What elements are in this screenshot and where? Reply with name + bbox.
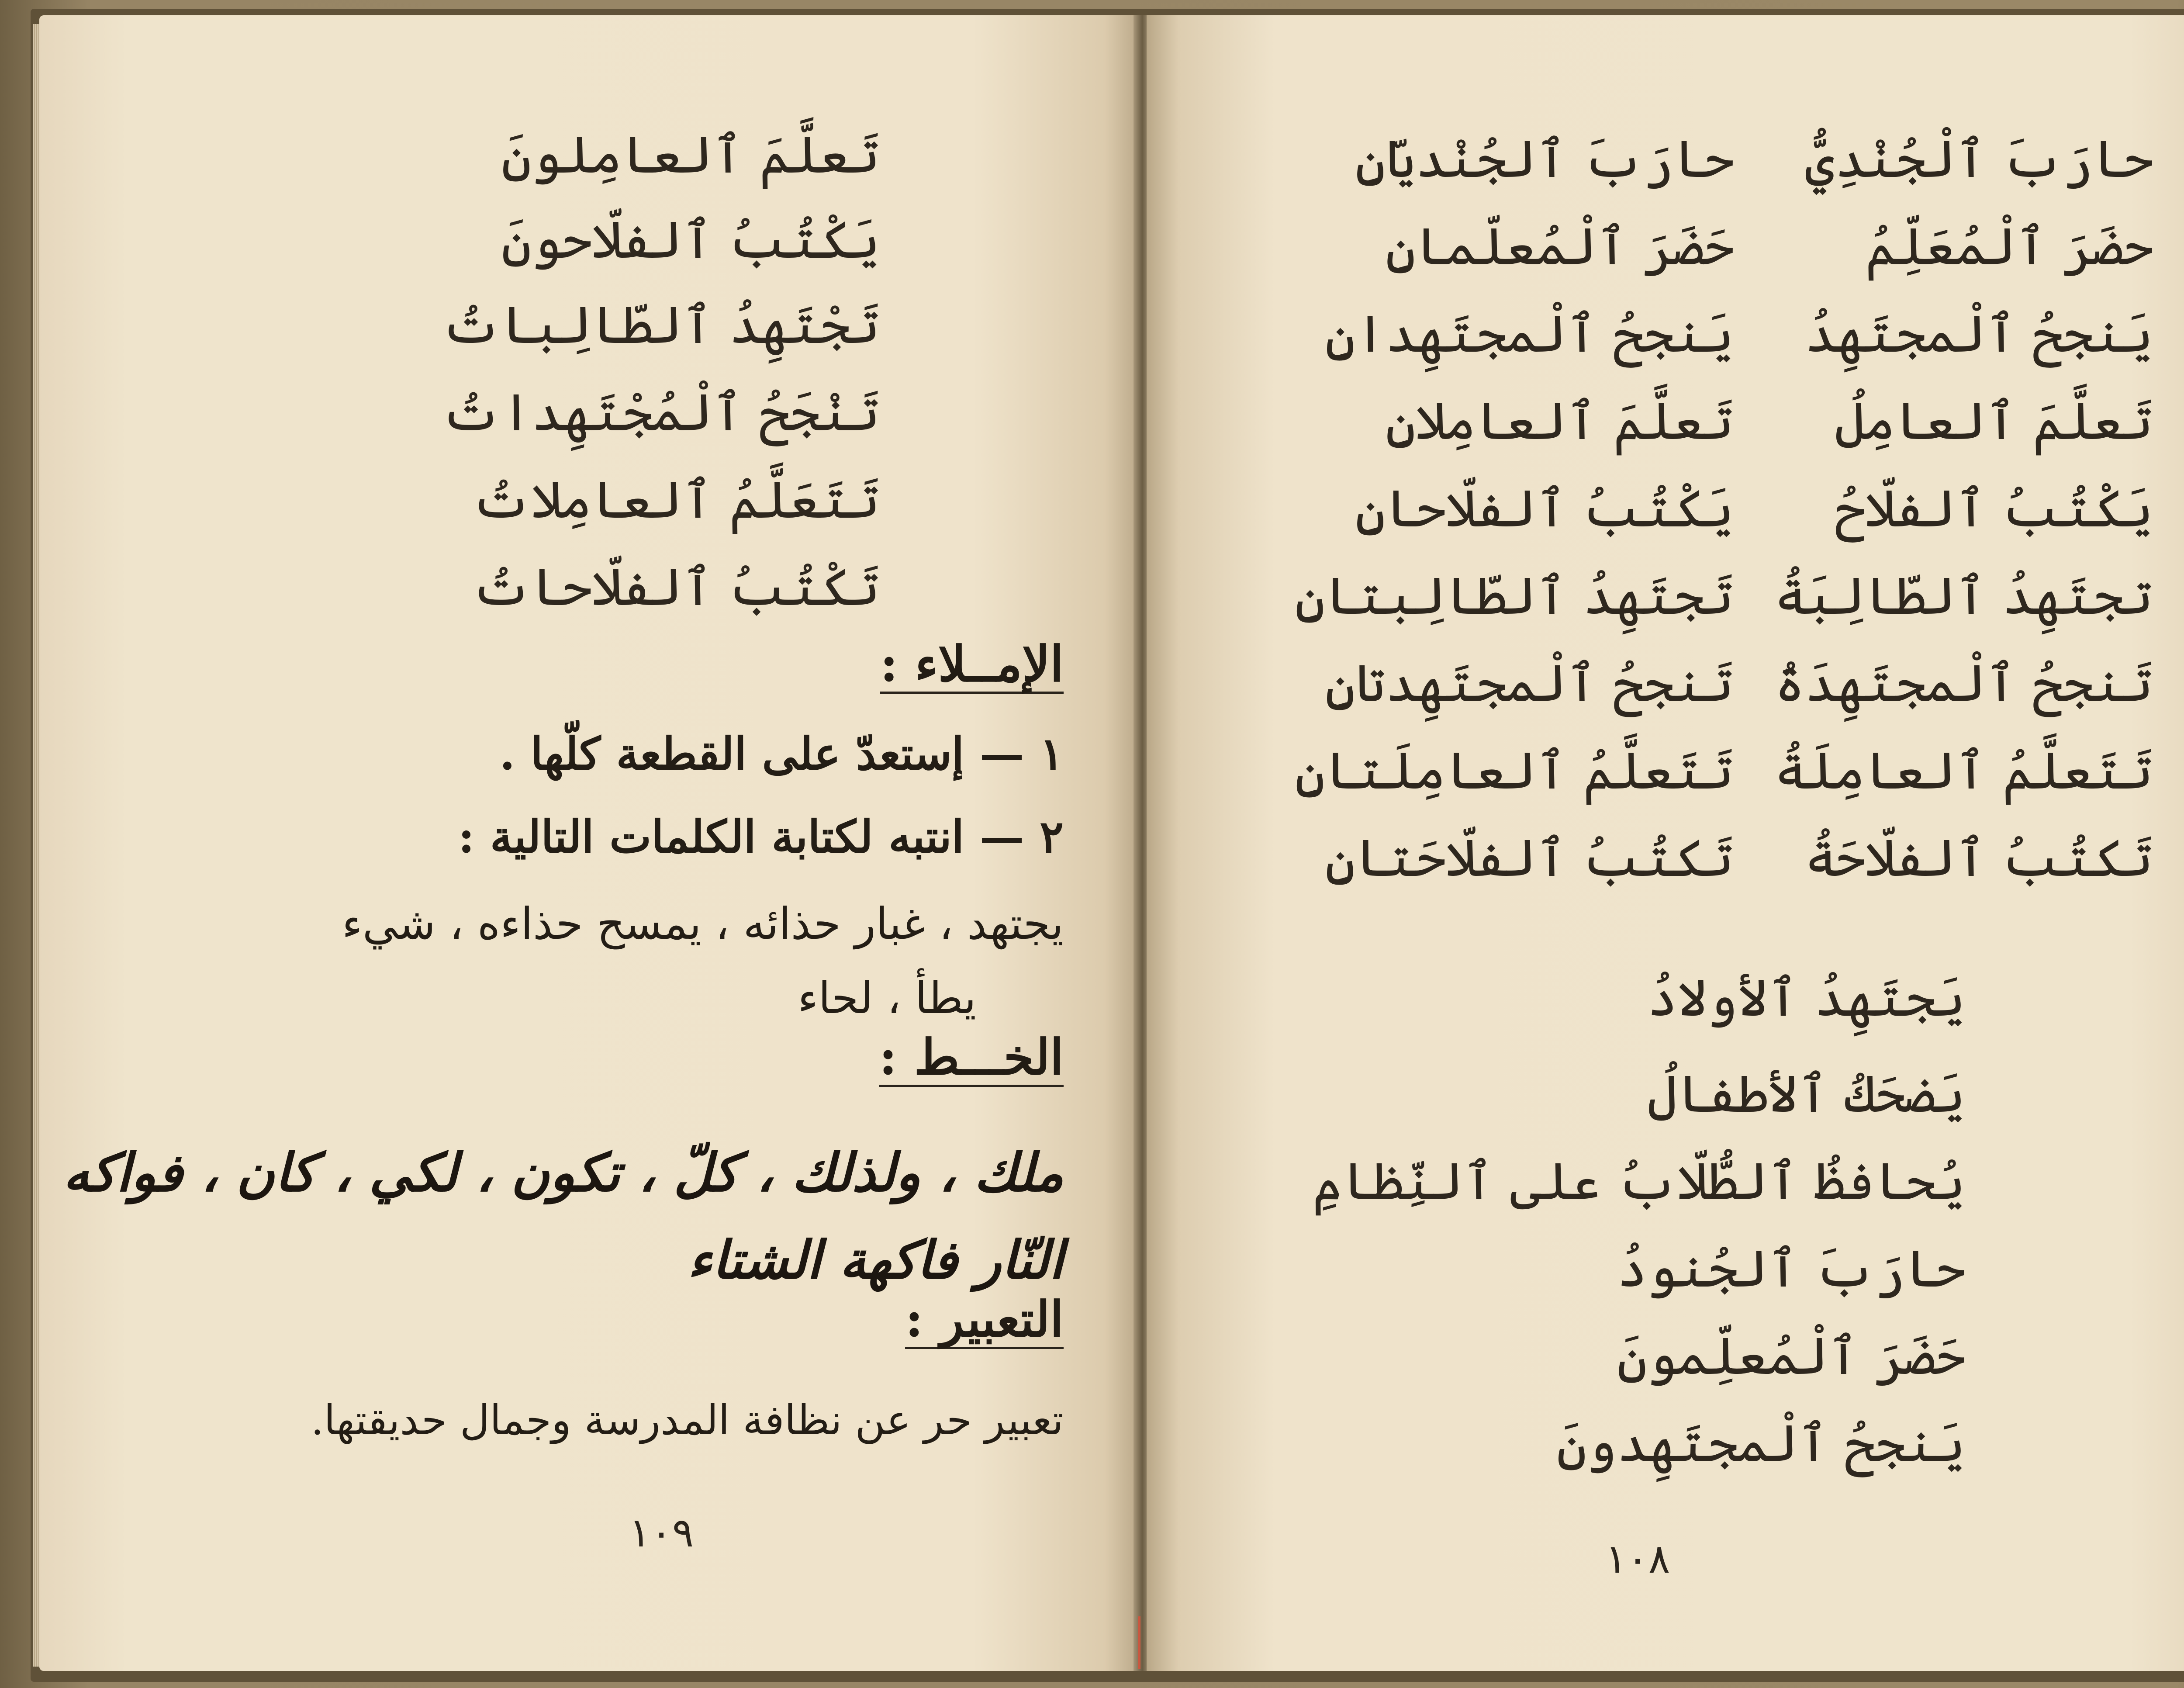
dual-line-3: يَنجحُ ٱلْمجتَهِدانِ [1325,304,1734,364]
dictation-words-line-2: يطأ ، لحاء [798,972,976,1024]
left-line-1: تَعلَّمَ ٱلعامِلونَ [501,125,880,185]
expression-heading-text: التعبير : [905,1291,1064,1348]
dual-line-9: تَكتُبُ ٱلفلّاحَتانِ [1325,828,1734,888]
singular-line-3: يَنجحُ ٱلْمجتَهِدُ [1804,304,2153,364]
left-line-5: تَتَعَلَّمُ ٱلعامِلاتُ [471,470,880,530]
handwriting-heading [879,1029,1064,1091]
singular-line-9: تَكتُبُ ٱلفلّاحَةُ [1804,828,2153,888]
singular-line-8: تَتَعلَّمُ ٱلعامِلَةُ [1774,740,2153,801]
left-line-4: تَنْجَحُ ٱلْمُجْتَهِداتُ [441,382,880,443]
dual-line-1: حارَبَ ٱلجُنْديّانِ [1355,129,1734,189]
dual-line-5: يَكْتُبُ ٱلفلّاحانِ [1355,478,1734,539]
handwriting-line-2: النّار فاكهة الشتاء [687,1229,1064,1291]
plural-line-1: يَجتَهِدُ ٱلأولادُ [1647,968,1966,1028]
left-line-3: تَجْتَهِدُ ٱلطّالِباتُ [441,295,880,355]
left-line-2: يَكْتُبُ ٱلفلّاحونَ [501,210,880,270]
handwriting-heading-text: الخـــط : [879,1029,1064,1086]
left-line-6: تَكْتُبُ ٱلفلّاحاتُ [471,557,880,617]
singular-line-6: تجتَهِدُ ٱلطّالِبَةُ [1774,566,2153,626]
singular-line-5: يَكْتُبُ ٱلفلّاحُ [1835,478,2153,539]
plural-line-5: حَضَرَ ٱلْمُعلِّمونَ [1617,1326,1966,1386]
left-page [39,15,1138,1671]
expression-heading [905,1291,1064,1353]
right-page [1147,15,2184,1671]
page-number-108: ١٠٨ [1605,1536,1670,1582]
dual-line-4: تَعلَّمَ ٱلعامِلانِ [1385,391,1734,451]
dictation-words-line-1: يجتهد ، غبار حذائه ، يمسح حذاءه ، شيء [342,898,1064,949]
singular-line-1: حارَبَ ٱلْجُنْدِيُّ [1804,129,2153,189]
dictation-item-2: ٢ — انتبه لكتابة الكلمات التالية : [458,811,1064,863]
expression-text: تعبير حر عن نظافة المدرسة وجمال حديقتها. [311,1397,1064,1444]
singular-line-2: حضَرَ ٱلْمُعَلِّمُ [1865,216,2153,277]
handwriting-line-1: ملك ، ولذلك ، كلّ ، تكون ، لكي ، كان ، فواكه [63,1142,1064,1204]
dual-line-2: حَضَرَ ٱلْمُعلّمانِ [1385,216,1734,277]
singular-line-7: تَنجحُ ٱلْمجتَهِدَةُ [1774,653,2153,713]
singular-line-4: تَعلَّمَ ٱلعامِلُ [1835,391,2153,451]
dual-line-8: تَتَعلَّمُ ٱلعامِلَتانِ [1295,740,1734,801]
red-cover-edge [1138,1616,1140,1669]
dictation-heading [880,636,1064,698]
plural-line-2: يَضحَكُ ٱلأطفالُ [1647,1064,1966,1124]
dual-line-7: تَنجحُ ٱلْمجتَهِدتانِ [1325,653,1734,713]
dictation-heading-text: الإمــلاء : [880,636,1064,693]
page-number-109: ١٠٩ [629,1509,694,1556]
plural-line-6: يَنجحُ ٱلْمجتَهِدونَ [1556,1413,1966,1474]
dual-line-6: تَجتَهِدُ ٱلطّالِبتانِ [1295,566,1734,626]
dictation-item-1: ١ — إستعدّ على القطعة كلّها . [499,728,1064,780]
plural-line-3: يُحافظُ ٱلطُّلّابُ على ٱلنِّظامِ [1312,1151,1966,1211]
plural-line-4: حارَبَ ٱلجُنودُ [1617,1238,1966,1299]
